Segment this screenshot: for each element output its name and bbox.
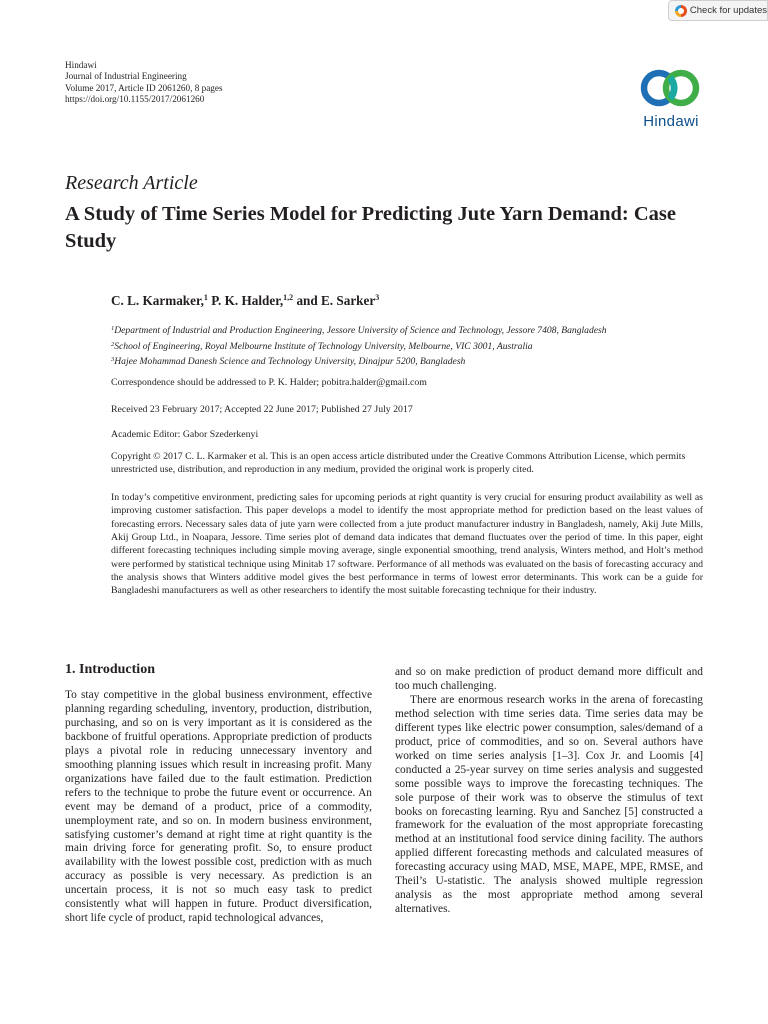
hindawi-logo-text: Hindawi xyxy=(643,113,699,130)
article-title: A Study of Time Series Model for Predicting Jute Yarn Demand: Case Study xyxy=(65,203,676,252)
author-name: P. K. Halder, xyxy=(211,293,284,308)
affiliation-line: $^2$School of Engineering, Royal Melbourne Institute of Technology University, Melbourne, VIC 3001, Australia xyxy=(111,340,533,352)
author-affiliation-mark: 3 xyxy=(375,293,380,302)
body-column-left xyxy=(65,689,372,926)
journal-header xyxy=(65,60,223,106)
affiliation-line: $^3$Hajee Mohammad Danesh Science and Technology University, Dinajpur 5200, Bangladesh xyxy=(111,356,466,368)
correspondence xyxy=(111,377,427,388)
abstract: In today’s competitive environment, predicting sales for upcoming periods at right quantity is very crucial for ensuring product availability as well as improving customer satisfaction. This paper develops a model to identify the most appropriate method for prediction based on the least values of forecasting errors. Necessary sales data of jute yarn were collected from a jute product manufacturer industry in Bangladesh, namely, Akij Jute Mills, Akij Group Ltd., in Noapara, Jessore. Time series plot of demand data indicates that demand fluctuates over the period of time. In this paper, eight different forecasting techniques including simple moving average, single exponential smoothing, trend analysis, Winters method, and Holt’s method were performed by statistical technique using Minitab 17 software. Performance of all methods was evaluated on the basis of forecasting accuracy and the analysis shows that Winters additive model gives the best performance in terms of lowest error determinants. This work can be a guide for Bangladeshi manufacturers as well as other researchers to identify the most suitable forecasting technique for their industry. xyxy=(111,492,703,597)
section-heading: 1. Introduction xyxy=(65,662,155,677)
affiliation-line: $^1$Department of Industrial and Production Engineering, Jessore University of Science and Technology, Jessore 7408, Bangladesh xyxy=(111,325,607,336)
journal-name: Journal of Industrial Engineering xyxy=(65,71,187,82)
author-name: C. L. Karmaker, xyxy=(111,293,204,308)
check-for-updates-label: Check for updates xyxy=(689,5,767,16)
body-column-right xyxy=(395,666,703,917)
paragraph: To stay competitive in the global business environment, effective planning regarding scheduling, inventory, production, distribution, purchasing, and so on is very important as it is considered as the backbone of fruitful operations. Appropriate prediction of products plays a pivotal role in reducing unnecessary inventory and smoothing planning issues which result in increasing profit. Many organizations have failed due to the fault estimation. Prediction refers to the technique to probe the future event or occurrence. An event may be demand of a product, price of a commodity, unemployment rate, and so on. In modern business environment, satisfying customer’s demand at right time at right quantity is the main driving force for generating profit. So, to ensure product availability with the lowest possible cost, prediction with as much accuracy as possible is very necessary. As prediction is an uncertain process, it is not so much easy task to predict consistently what will happen in future. Product diversification, short life cycle of product, rapid technological advances, xyxy=(65,689,372,925)
author-affiliation-mark: 1,2 xyxy=(283,293,294,302)
author-affiliation-mark: 1 xyxy=(203,293,208,302)
paragraph: There are enormous research works in the arena of forecasting method selection with time series data. Time series data may be different types like electric power consumption, sales/demand of a product, price of commodities, and so on. Several authors have worked on time series analysis [1–3]. Cox Jr. and Loomis [4] conducted a 25-year survey on time series analysis and suggested some possible ways to improve the forecasting techniques. The sole purpose of their work was to observe the stimulus of text books on forecasting learning. Ryu and Sanchez [5] constructed a framework for the evaluation of the most appropriate forecasting method at an institutional food service dining facility. The authors applied different forecasting methods and calculated measures of forecasting accuracy using MAD, MSE, MAPE, MPE, RMSE, and Theil’s U-statistic. The analysis showed multiple regression analysis as the most appropriate method among several alternatives. xyxy=(395,693,703,916)
check-for-updates-button[interactable] xyxy=(668,0,768,21)
volume-info: Volume 2017, Article ID 2061260, 8 pages xyxy=(65,82,223,93)
email-link[interactable]: pobitra.halder@gmail.com xyxy=(321,377,427,388)
paragraph: and so on make prediction of product demand more difficult and too much challenging. xyxy=(395,666,703,692)
correspondence-text: Correspondence should be addressed to P. K. Halder; xyxy=(111,377,322,388)
affiliations xyxy=(111,322,607,369)
doi-link[interactable]: https://doi.org/10.1155/2017/2061260 xyxy=(65,94,205,105)
author-list xyxy=(111,293,379,309)
author-name: and E. Sarker xyxy=(296,293,376,308)
crossmark-icon xyxy=(675,5,685,17)
article-type: Research Article xyxy=(65,172,198,194)
academic-editor: Academic Editor: Gabor Szederkenyi xyxy=(111,429,259,440)
copyright-notice: Copyright © 2017 C. L. Karmaker et al. This is an open access article distributed under the Creative Commons Attribution License, which permits unrestricted use, distribution, and reproduction in any medium, provided the original work is properly cited. xyxy=(111,451,686,476)
publisher-name: Hindawi xyxy=(65,60,97,70)
publication-dates: Received 23 February 2017; Accepted 22 June 2017; Published 27 July 2017 xyxy=(111,404,413,415)
